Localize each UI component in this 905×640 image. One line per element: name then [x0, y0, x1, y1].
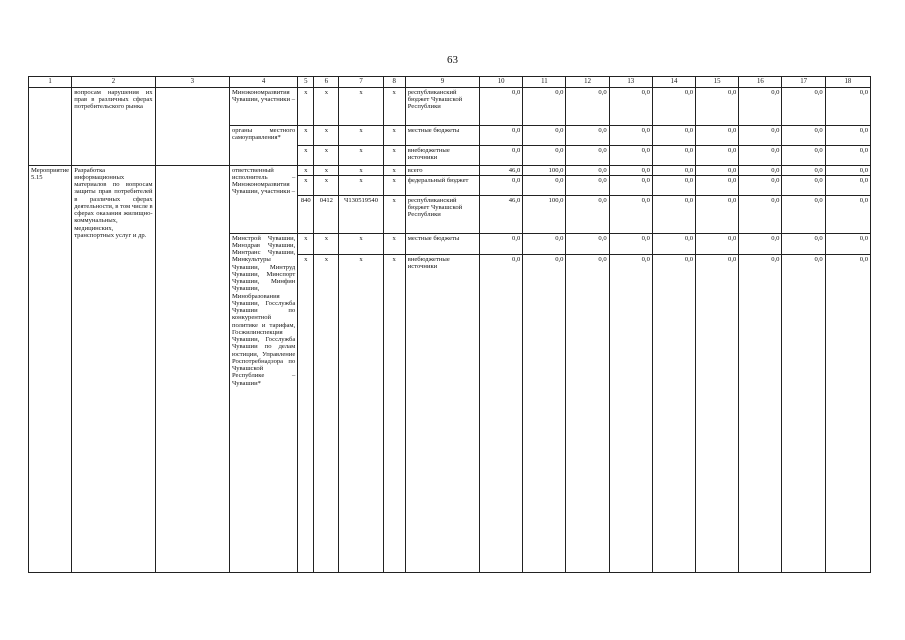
- value-cell: 0,0: [782, 255, 825, 573]
- value-cell: 0,0: [566, 255, 609, 573]
- cell: x: [298, 234, 314, 255]
- value-cell: 0,0: [652, 166, 695, 176]
- value-cell: 0,0: [523, 255, 566, 573]
- column-number-4: 4: [229, 77, 297, 88]
- value-cell: 0,0: [782, 196, 825, 234]
- value-cell: 0,0: [609, 255, 652, 573]
- value-cell: 0,0: [739, 196, 782, 234]
- value-cell: 0,0: [523, 234, 566, 255]
- column-number-15: 15: [696, 77, 739, 88]
- funding-source: внебюджетные источники: [405, 146, 479, 166]
- value-cell: 0,0: [609, 196, 652, 234]
- cell: x: [314, 234, 339, 255]
- funding-source: внебюджетные источники: [405, 255, 479, 573]
- value-cell: 100,0: [523, 196, 566, 234]
- column-number-11: 11: [523, 77, 566, 88]
- value-cell: 0,0: [825, 176, 870, 196]
- value-cell: 0,0: [523, 88, 566, 126]
- value-cell: 0,0: [652, 255, 695, 573]
- column-number-8: 8: [383, 77, 405, 88]
- value-cell: 0,0: [480, 146, 523, 166]
- cell: x: [314, 176, 339, 196]
- column-number-14: 14: [652, 77, 695, 88]
- column-number-2: 2: [72, 77, 155, 88]
- column-number-10: 10: [480, 77, 523, 88]
- cell: x: [383, 166, 405, 176]
- value-cell: 0,0: [739, 126, 782, 146]
- value-cell: 0,0: [696, 166, 739, 176]
- cell: x: [339, 126, 383, 146]
- cell: 0412: [314, 196, 339, 234]
- funding-source: республиканский бюджет Чувашской Республики: [405, 196, 479, 234]
- value-cell: 0,0: [566, 196, 609, 234]
- value-cell: 0,0: [609, 146, 652, 166]
- value-cell: 0,0: [566, 166, 609, 176]
- value-cell: 0,0: [523, 126, 566, 146]
- cell: x: [298, 176, 314, 196]
- cell: x: [383, 234, 405, 255]
- cell: x: [339, 234, 383, 255]
- page-number: 63: [447, 54, 458, 66]
- value-cell: 100,0: [523, 166, 566, 176]
- value-cell: 0,0: [609, 176, 652, 196]
- value-cell: 0,0: [652, 196, 695, 234]
- cell: x: [298, 88, 314, 126]
- value-cell: 0,0: [739, 146, 782, 166]
- column-number-12: 12: [566, 77, 609, 88]
- cell: x: [314, 146, 339, 166]
- value-cell: 0,0: [480, 88, 523, 126]
- column-number-9: 9: [405, 77, 479, 88]
- column-number-13: 13: [609, 77, 652, 88]
- column-number-row: [29, 77, 871, 88]
- column-number-1: 1: [29, 77, 72, 88]
- table-row: [29, 166, 871, 176]
- value-cell: 0,0: [739, 88, 782, 126]
- value-cell: 46,0: [480, 196, 523, 234]
- value-cell: 0,0: [652, 146, 695, 166]
- cell: x: [383, 176, 405, 196]
- value-cell: 0,0: [782, 88, 825, 126]
- value-cell: 0,0: [782, 146, 825, 166]
- cell: Ч130519540: [339, 196, 383, 234]
- value-cell: 0,0: [609, 88, 652, 126]
- value-cell: 0,0: [480, 176, 523, 196]
- value-cell: 0,0: [652, 176, 695, 196]
- column-number-7: 7: [339, 77, 383, 88]
- value-cell: 0,0: [739, 255, 782, 573]
- value-cell: 0,0: [480, 126, 523, 146]
- value-cell: 0,0: [739, 176, 782, 196]
- funding-source: местные бюджеты: [405, 234, 479, 255]
- value-cell: 0,0: [825, 126, 870, 146]
- cell: x: [298, 166, 314, 176]
- value-cell: 0,0: [696, 126, 739, 146]
- value-cell: 0,0: [609, 234, 652, 255]
- measure-executor-a: ответственный исполнитель – Минэкономразвития Чувашии, участники –: [229, 166, 297, 234]
- value-cell: 0,0: [825, 166, 870, 176]
- column-number-18: 18: [825, 77, 870, 88]
- value-cell: 0,0: [696, 255, 739, 573]
- block1-executor-b: органы местного самоуправления*: [229, 126, 297, 166]
- cell: x: [314, 126, 339, 146]
- value-cell: 0,0: [609, 126, 652, 146]
- value-cell: 0,0: [696, 176, 739, 196]
- value-cell: 0,0: [652, 234, 695, 255]
- block2-col3: [155, 166, 229, 573]
- cell: x: [339, 88, 383, 126]
- value-cell: 0,0: [566, 146, 609, 166]
- column-number-16: 16: [739, 77, 782, 88]
- value-cell: 0,0: [825, 196, 870, 234]
- cell: x: [383, 126, 405, 146]
- cell: x: [383, 88, 405, 126]
- funding-source: республиканский бюджет Чувашской Республики: [405, 88, 479, 126]
- value-cell: 0,0: [566, 234, 609, 255]
- column-number-3: 3: [155, 77, 229, 88]
- block1-description: вопросам нарушения их прав в различных сферах потребительского рынка: [72, 88, 155, 166]
- cell: x: [298, 255, 314, 573]
- column-number-17: 17: [782, 77, 825, 88]
- value-cell: 0,0: [739, 234, 782, 255]
- value-cell: 0,0: [480, 234, 523, 255]
- cell: x: [314, 166, 339, 176]
- cell: x: [339, 176, 383, 196]
- column-number-5: 5: [298, 77, 314, 88]
- value-cell: 0,0: [696, 146, 739, 166]
- value-cell: 0,0: [782, 166, 825, 176]
- block1-col3: [155, 88, 229, 166]
- cell: x: [383, 196, 405, 234]
- value-cell: 0,0: [652, 88, 695, 126]
- cell: x: [383, 255, 405, 573]
- value-cell: 0,0: [523, 176, 566, 196]
- cell: x: [339, 166, 383, 176]
- cell: x: [298, 126, 314, 146]
- table-row: [29, 88, 871, 126]
- value-cell: 0,0: [566, 126, 609, 146]
- value-cell: 0,0: [825, 255, 870, 573]
- value-cell: 46,0: [480, 166, 523, 176]
- cell: x: [339, 146, 383, 166]
- value-cell: 0,0: [696, 196, 739, 234]
- cell: x: [314, 88, 339, 126]
- value-cell: 0,0: [566, 176, 609, 196]
- value-cell: 0,0: [566, 88, 609, 126]
- value-cell: 0,0: [825, 234, 870, 255]
- cell: x: [383, 146, 405, 166]
- cell: x: [339, 255, 383, 573]
- funding-table: [28, 76, 871, 573]
- value-cell: 0,0: [652, 126, 695, 146]
- funding-source: местные бюджеты: [405, 126, 479, 146]
- value-cell: 0,0: [739, 166, 782, 176]
- funding-source: федеральный бюджет: [405, 176, 479, 196]
- funding-source: всего: [405, 166, 479, 176]
- cell: x: [314, 255, 339, 573]
- value-cell: 0,0: [782, 176, 825, 196]
- value-cell: 0,0: [696, 88, 739, 126]
- measure-number: Мероприятие 5.15: [29, 166, 72, 573]
- block1-col1: [29, 88, 72, 166]
- value-cell: 0,0: [609, 166, 652, 176]
- value-cell: 0,0: [782, 126, 825, 146]
- value-cell: 0,0: [696, 234, 739, 255]
- value-cell: 0,0: [825, 146, 870, 166]
- value-cell: 0,0: [480, 255, 523, 573]
- measure-executor-b: Минстрой Чувашии, Минздрав Чувашии, Минтранс Чувашии, Минкультуры Чувашии, Минтруд Чувашии, Минспорт Чувашии, Минфин Чувашии, Минобразования Чувашии, Госслужба Чувашии по конкурентной политике и тарифам, Госжилинспекция Чувашии, Госслужба Чувашии по делам юстиции, Управление Роспотребнадзора по Чувашской Республике – Чувашии*: [229, 234, 297, 573]
- cell: 840: [298, 196, 314, 234]
- value-cell: 0,0: [523, 146, 566, 166]
- cell: x: [298, 146, 314, 166]
- column-number-6: 6: [314, 77, 339, 88]
- value-cell: 0,0: [782, 234, 825, 255]
- measure-description: Разработка информационных материалов по вопросам защиты прав потребителей в различных сферах деятельности, в том числе в сферах оказания жилищно-коммунальных, медицинских, транспортных услуг и др.: [72, 166, 155, 573]
- block1-executor-a: Минэкономразвития Чувашии, участники –: [229, 88, 297, 126]
- value-cell: 0,0: [825, 88, 870, 126]
